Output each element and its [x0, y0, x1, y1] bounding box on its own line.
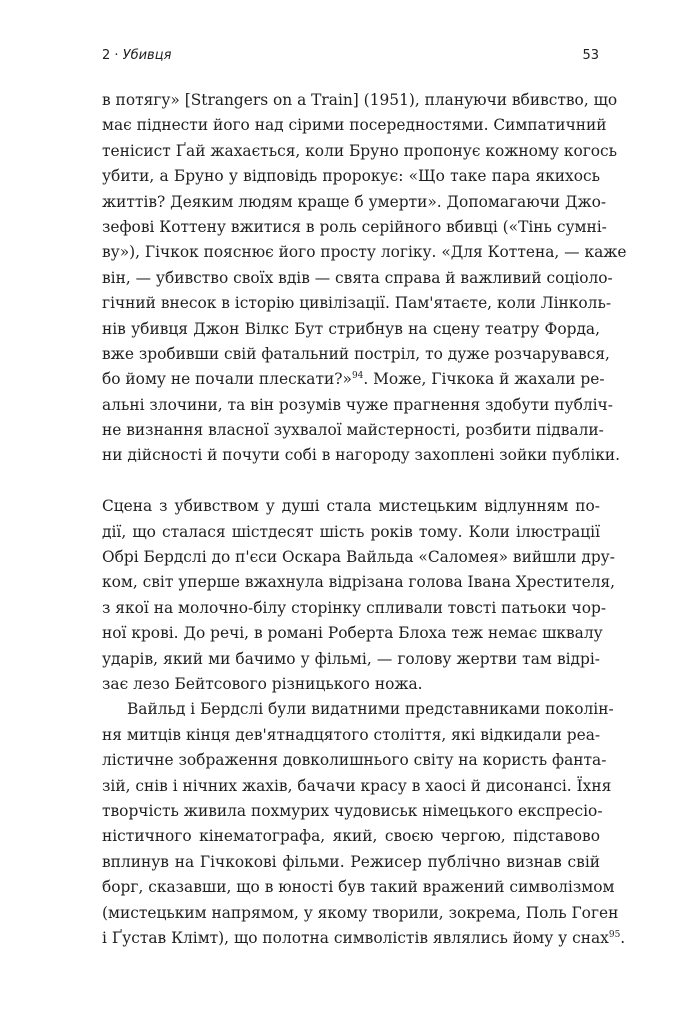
text-line: нів убивця Джон Вілкс Бут стрибнув на сцену театру Форда,	[102, 319, 600, 338]
text-line: творчість живила похмурих чудовиськ німецького експресіо-	[102, 801, 603, 820]
text-line: він, — убивство своїх вдів — свята справа й важливий соціоло-	[102, 268, 613, 287]
text-line: ни дійсності й почути собі в нагороду захоплені зойки публіки.	[102, 446, 621, 465]
chapter-title: Убивця	[122, 48, 172, 63]
text-line: гічний внесок в історію цивілізації. Пам'ятаєте, коли Лінколь-	[102, 294, 612, 313]
text-line: ня митців кінця дев'ятнадцятого століття, які відкидали реа-	[102, 725, 601, 744]
text-line: Обрі Бердслі до п'єси Оскара Вайльда «Саломея» вийшли дру-	[102, 548, 615, 567]
text-line: в потягу» [Strangers on a Train] (1951), плануючи вбивство, що	[102, 91, 618, 109]
text-line: ву»), Гічкок пояснює його просту логіку. «Для Коттена, — каже	[102, 243, 627, 262]
text-line: вплинув на Гічкокові фільми. Режисер публічно визнав свій	[102, 852, 600, 871]
text-segment: бо йому не почали плескати?»	[102, 370, 352, 389]
text-line: Вайльд і Бердслі були видатними представниками поколін-	[127, 700, 614, 719]
text-segment: і Ґустав Клімт), що полотна символістів являлись йому у снах	[102, 928, 609, 947]
text-line: борг, сказавши, що в юності був такий вражений символізмом	[102, 878, 615, 897]
chapter-label	[102, 48, 171, 63]
text-line: убити, а Бруно у відповідь пророкує: «Що таке пара якихось	[102, 167, 600, 186]
text-line: зає лезо Бейтсового різницького ножа.	[102, 674, 423, 693]
paragraph-1	[102, 88, 627, 469]
text-segment: . Може, Гічкока й жахали ре-	[363, 370, 605, 389]
text-line-with-footnote	[102, 926, 626, 951]
text-line-with-footnote	[102, 367, 605, 392]
text-line: з якої на молочно-білу сторінку спливали товсті патьоки чор-	[102, 598, 607, 617]
text-line: лістичне зображення довколишнього світу на користь фанта-	[102, 751, 607, 770]
footnote-ref-94[interactable]: 94	[351, 371, 364, 382]
text-line: дії, що сталася шістдесят шість років тому. Коли ілюстрації	[102, 522, 600, 541]
text-line: ністичного кінематографа, який, своєю чергою, підставово	[102, 827, 600, 846]
text-segment: .	[620, 928, 626, 947]
text-line: життів? Деяким людям краще б умерти». Допомагаючи Джо-	[102, 192, 607, 211]
body-text	[102, 88, 627, 951]
text-line: (мистецьким напрямом, у якому творили, зокрема, Поль Гоген	[102, 903, 619, 922]
text-line: альні злочини, та він розумів чуже прагнення здобути публіч-	[102, 395, 613, 414]
text-line: має піднести його над сірими посередностями. Симпатичний	[102, 116, 607, 135]
text-line: зій, снів і нічних жахів, бачачи красу в хаосі й дисонансі. Їхня	[102, 776, 612, 795]
running-head	[102, 48, 599, 72]
paragraph-2	[102, 494, 616, 697]
section-break	[102, 469, 600, 494]
footnote-ref-95[interactable]: 95	[608, 929, 621, 940]
text-line: не визнання власної зухвалої майстерності, розбити підвали-	[102, 421, 604, 440]
text-line: ком, світ уперше вжахнула відрізана голова Івана Хрестителя,	[102, 573, 616, 592]
paragraph-3	[102, 697, 626, 951]
text-line: вже зробивши свій фатальний постріл, то дуже розчарувався,	[102, 344, 610, 363]
chapter-number: 2 ·	[102, 48, 123, 63]
text-line: тенісист Ґай жахається, коли Бруно пропонує кожному когось	[102, 141, 618, 160]
text-line: Сцена з убивством у душі стала мистецьким відлунням по-	[102, 497, 600, 516]
text-line: зефові Коттену вжитися в роль серійного вбивці («Тінь сумні-	[102, 217, 607, 236]
text-line: ударів, який ми бачимо у фільмі, — голову жертви там відрі-	[102, 649, 600, 668]
text-line: ної крові. До речі, в романі Роберта Блоха теж немає шквалу	[102, 624, 603, 643]
page-number: 53	[582, 48, 599, 63]
